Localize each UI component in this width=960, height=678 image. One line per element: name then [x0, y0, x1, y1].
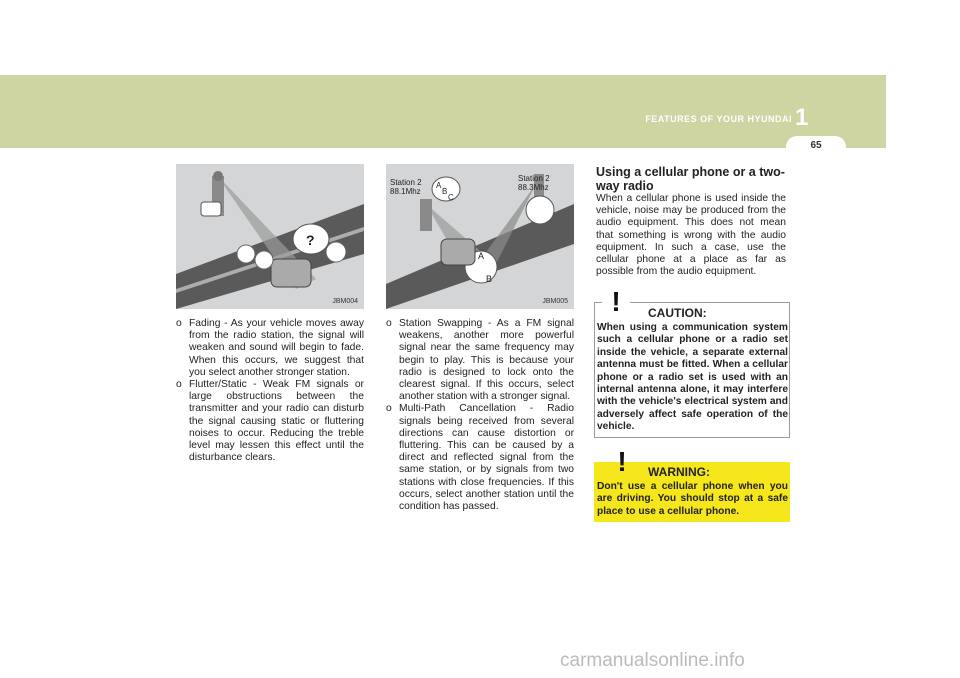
- warning-title: WARNING:: [648, 465, 710, 479]
- station-left-label: Station 2: [390, 178, 422, 187]
- caution-icon: !: [602, 288, 630, 316]
- header-band: [0, 75, 886, 148]
- station-swapping-illustration: [386, 164, 574, 309]
- freq-right-label: 88.3Mhz: [518, 183, 549, 192]
- station-swapping-illustration-art: [386, 164, 574, 309]
- watermark: carmanualsonline.info: [560, 650, 745, 671]
- freq-left-label: 88.1Mhz: [390, 187, 421, 196]
- letter-b-1: B: [442, 187, 448, 196]
- letter-a-1: A: [436, 181, 442, 190]
- bullet-mark: o: [386, 318, 392, 329]
- bullet-text: Flutter/Static - Weak FM signals or large obstructions between the transmitter and your radio can disturb the signal causing static or fluttering noises to occur. Reducing the treble level may lessen this effect until the disturbance clears.: [189, 379, 364, 464]
- caution-title: CAUTION:: [648, 306, 707, 320]
- warning-text: Don't use a cellular phone when you are driving. You should stop at a safe place to use a cellular phone.: [597, 481, 788, 517]
- bullet-text: Station Swapping - As a FM signal weakens, another more powerful signal near the same frequency may begin to play. This is because your radio is designed to lock onto the clearest signal. If this occurs, select another station with a stronger signal.: [399, 318, 574, 403]
- letter-c-1: C: [448, 193, 454, 202]
- figure-code: JBM004: [332, 298, 358, 305]
- letter-b-2: B: [486, 274, 493, 284]
- chapter-number: 1: [795, 104, 809, 131]
- caution-text: When using a communication system such a cellular phone or a radio set inside the vehicle, a separate external antenna must be fitted. When a cellular phone or a radio set is used with an internal antenna alone, it may interfere with the vehicle's electrical system and adversely affect safe operation of the vehicle.: [597, 322, 788, 433]
- letter-a-2: A: [478, 251, 485, 261]
- section-heading: Using a cellular phone or a two-way radio: [596, 165, 785, 193]
- bullet-text: Multi-Path Cancellation - Radio signals being received from several directions can cause distortion or fluttering. This can be caused by a direct and reflected signal from the same station, or by signals from two stations with close frequencies. If this occurs, select another station until the condition has passed.: [399, 403, 574, 513]
- station-right-label: Station 2: [518, 174, 550, 183]
- warning-icon: !: [617, 446, 627, 477]
- bullet-mark: o: [176, 379, 182, 391]
- bullet-flutter-static: [176, 379, 364, 464]
- header-title: FEATURES OF YOUR HYUNDAI: [645, 114, 792, 124]
- bullet-mark: o: [176, 318, 182, 329]
- question-mark: ?: [306, 232, 315, 248]
- section-body: When a cellular phone is used inside the vehicle, noise may be produced from the audio equipment. This does not mean that something is wrong with the audio equipment. In such a case, use the cellular phone at a place as far as possible from the audio equipment.: [596, 193, 786, 278]
- fading-illustration-art: [176, 164, 364, 309]
- cellular-phone-section: [596, 165, 786, 278]
- figure-code: JBM005: [542, 298, 568, 305]
- bullet-text: Fading - As your vehicle moves away from the radio station, the signal will weaken and sound will begin to fade. When this occurs, we suggest that you select another stronger station.: [189, 318, 364, 378]
- page-number: 65: [810, 140, 822, 151]
- bullet-mark: o: [386, 403, 392, 415]
- bullet-fading: [176, 318, 364, 379]
- bullet-multi-path: [386, 403, 574, 513]
- column-1-text: [176, 318, 364, 464]
- fading-illustration: [176, 164, 364, 309]
- column-2-text: [386, 318, 574, 513]
- bullet-station-swapping: [386, 318, 574, 403]
